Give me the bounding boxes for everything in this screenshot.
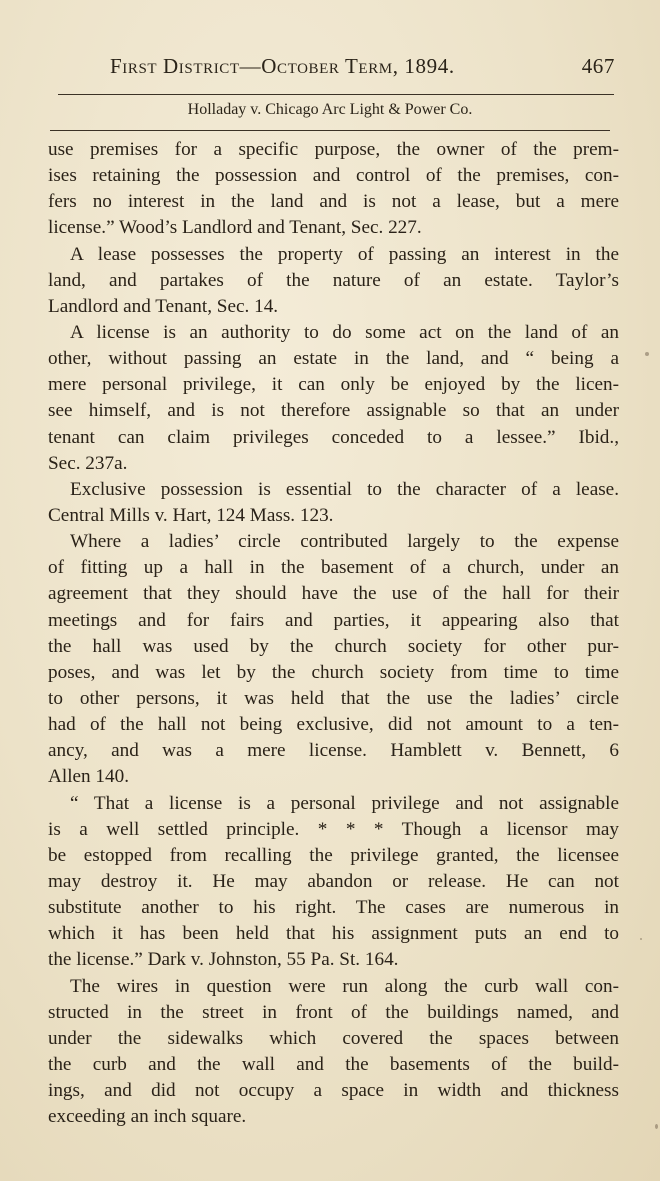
running-title: First District—October Term, 1894. xyxy=(110,54,455,78)
header-rule-bottom xyxy=(50,130,610,131)
text-line: Allen 140. xyxy=(48,766,130,788)
text-line: Landlord and Tenant, Sec. 14. xyxy=(48,295,279,317)
text-line: which it has been held that his assignment puts an end to xyxy=(48,923,619,945)
text-line: ancy, and was a mere license. Hamblett v. Bennett, 6 xyxy=(48,740,619,762)
running-head xyxy=(110,54,615,80)
text-line: the license.” Dark v. Johnston, 55 Pa. St. 164. xyxy=(48,949,399,971)
text-line: of fitting up a hall in the basement of a church, under an xyxy=(48,557,619,579)
text-line: poses, and was let by the church society from time to time xyxy=(48,661,619,683)
case-caption: Holladay v. Chicago Arc Light & Power Co. xyxy=(187,101,473,118)
text-line: structed in the street in front of the buildings named, and xyxy=(48,1001,619,1023)
text-line: Sec. 237a. xyxy=(48,452,128,474)
paper-speck xyxy=(655,1124,658,1129)
text-line: land, and partakes of the nature of an estate. Taylor’s xyxy=(48,269,619,291)
page-number: 467 xyxy=(581,54,615,78)
text-line: use premises for a specific purpose, the owner of the prem- xyxy=(48,139,619,160)
header-rule-top xyxy=(58,94,614,95)
text-line: the hall was used by the church society for other pur- xyxy=(48,635,619,657)
text-line: “ That a license is a personal privilege and not assignable xyxy=(70,792,619,814)
text-line: other, without passing an estate in the land, and “ being a xyxy=(48,348,619,370)
text-line: mere personal privilege, it can only be enjoyed by the licen- xyxy=(48,374,619,396)
body-text xyxy=(48,137,619,1130)
text-line: exceeding an inch square. xyxy=(48,1106,247,1128)
text-line: substitute another to his right. The cases are numerous in xyxy=(48,897,619,919)
text-line: A license is an authority to do some act on the land of an xyxy=(70,321,619,343)
text-line: had of the hall not being exclusive, did not amount to a ten- xyxy=(48,714,619,736)
text-line: to other persons, it was held that the use the ladies’ circle xyxy=(48,687,619,709)
paper-speck xyxy=(645,352,649,356)
text-line: fers no interest in the land and is not a lease, but a mere xyxy=(48,191,619,213)
text-line: tenant can claim privileges conceded to a lessee.” Ibid., xyxy=(48,426,619,448)
text-line: The wires in question were run along the curb wall con- xyxy=(70,975,619,997)
paper-speck xyxy=(640,938,642,940)
text-line: the curb and the wall and the basements of the build- xyxy=(48,1053,619,1075)
text-line: meetings and for fairs and parties, it appearing also that xyxy=(48,609,619,631)
text-line: Exclusive possession is essential to the character of a lease. xyxy=(70,478,619,500)
text-line: see himself, and is not therefore assignable so that an under xyxy=(48,400,619,422)
text-line: may destroy it. He may abandon or release. He can not xyxy=(48,870,619,892)
text-line: be estopped from recalling the privilege granted, the licensee xyxy=(48,844,619,866)
text-line: ings, and did not occupy a space in width and thickness xyxy=(48,1080,619,1102)
text-line: license.” Wood’s Landlord and Tenant, Sec. 227. xyxy=(48,217,422,239)
text-line: ises retaining the possession and control of the premises, con- xyxy=(48,165,619,187)
text-line: is a well settled principle. * * * Though a licensor may xyxy=(48,818,619,840)
text-line: agreement that they should have the use of the hall for their xyxy=(48,583,619,605)
text-line: under the sidewalks which covered the spaces between xyxy=(48,1027,619,1049)
text-line: Central Mills v. Hart, 124 Mass. 123. xyxy=(48,504,334,526)
text-line: Where a ladies’ circle contributed largely to the expense xyxy=(70,531,619,553)
text-line: A lease possesses the property of passing an interest in the xyxy=(70,243,619,265)
